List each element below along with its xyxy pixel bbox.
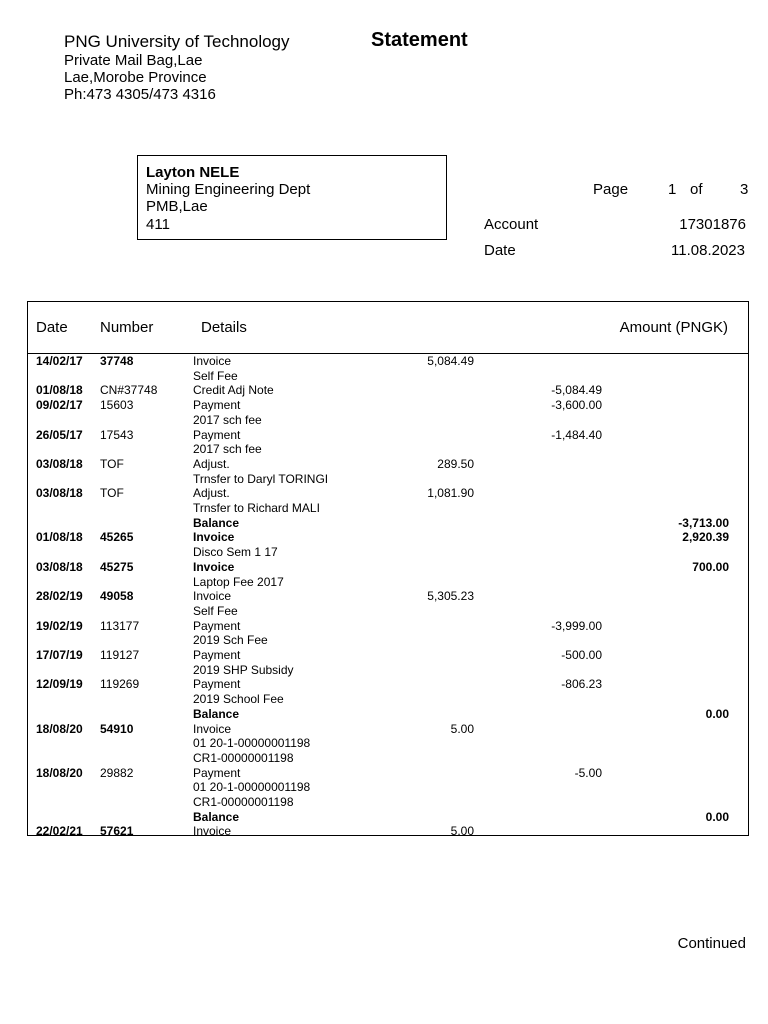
table-row <box>28 560 748 575</box>
row-date: 03/08/18 <box>36 456 83 471</box>
row-details: Invoice <box>193 559 235 574</box>
row-credit-amount: -5,084.49 <box>551 383 602 398</box>
table-row <box>28 369 748 384</box>
row-date: 03/08/18 <box>36 486 83 501</box>
table-row <box>28 810 748 825</box>
row-debit-amount: 1,081.90 <box>427 486 474 501</box>
row-credit-amount: -1,484.40 <box>551 427 602 442</box>
row-details: Payment <box>193 648 241 662</box>
column-header-details: Details <box>201 319 247 336</box>
row-credit-amount: -3,999.00 <box>551 618 602 633</box>
table-row <box>28 633 748 648</box>
account-value: 17301876 <box>679 216 746 233</box>
row-number: TOF <box>100 456 124 471</box>
row-date: 14/02/17 <box>36 354 83 368</box>
row-date: 03/08/18 <box>36 559 83 574</box>
row-debit-amount: 5.00 <box>450 721 474 736</box>
table-row <box>28 428 748 443</box>
row-balance-amount: 0.00 <box>705 809 729 824</box>
column-header-amount: Amount (PNGK) <box>619 319 728 336</box>
table-row <box>28 751 748 766</box>
recipient-line-3: 411 <box>146 216 170 233</box>
row-number: 45265 <box>100 530 134 545</box>
row-details: Disco Sem 1 17 <box>193 545 278 560</box>
row-details: CR1-00000001198 <box>193 795 294 809</box>
row-debit-amount: 289.50 <box>437 456 474 471</box>
date-label: Date <box>484 242 516 259</box>
page-title: Statement <box>371 29 468 51</box>
recipient-address-box <box>137 155 447 240</box>
row-details: 2017 sch fee <box>193 442 262 457</box>
table-row <box>28 722 748 737</box>
row-balance-amount: 700.00 <box>692 559 729 574</box>
row-details: Adjust. <box>193 456 230 471</box>
row-date: 17/07/19 <box>36 648 83 662</box>
row-details: Credit Adj Note <box>193 383 274 398</box>
row-balance-amount: 0.00 <box>705 706 729 721</box>
page-total: 3 <box>740 181 749 198</box>
row-number: 54910 <box>100 721 134 736</box>
row-details: Adjust. <box>193 486 230 501</box>
row-details: Laptop Fee 2017 <box>193 574 284 589</box>
table-row <box>28 442 748 457</box>
row-date: 18/08/20 <box>36 721 83 736</box>
date-value: 11.08.2023 <box>671 242 745 259</box>
row-details: Payment <box>193 677 241 692</box>
table-row <box>28 472 748 487</box>
row-details: 01 20-1-00000001198 <box>193 736 311 751</box>
table-row <box>28 824 748 839</box>
recipient-line-1: Mining Engineering Dept <box>146 181 311 198</box>
table-row <box>28 663 748 678</box>
table-row <box>28 383 748 398</box>
row-number: 17543 <box>100 427 134 442</box>
row-date: 26/05/17 <box>36 427 83 442</box>
table-row <box>28 692 748 707</box>
continued-label: Continued <box>677 935 746 952</box>
row-details: Trnsfer to Daryl TORINGI <box>193 471 329 486</box>
column-header-date: Date <box>36 319 68 336</box>
row-date: 01/08/18 <box>36 530 83 545</box>
row-date: 01/08/18 <box>36 383 83 398</box>
table-row <box>28 766 748 781</box>
table-row <box>28 501 748 516</box>
row-details: 01 20-1-00000001198 <box>193 780 311 795</box>
row-date: 18/08/20 <box>36 765 83 780</box>
row-details: Invoice <box>193 721 232 736</box>
page-label: Page <box>593 181 629 198</box>
table-row <box>28 619 748 634</box>
table-row <box>28 648 748 663</box>
row-credit-amount: -806.23 <box>561 677 602 692</box>
row-details: Balance <box>193 809 240 824</box>
row-debit-amount: 5.00 <box>450 824 474 839</box>
row-balance-amount: -3,713.00 <box>678 515 729 530</box>
table-row <box>28 413 748 428</box>
row-details: Trnsfer to Richard MALI <box>193 501 320 515</box>
address-line-2: Lae,Morobe Province <box>64 69 207 86</box>
table-row <box>28 575 748 590</box>
university-name: PNG University of Technology <box>64 32 290 51</box>
table-row <box>28 736 748 751</box>
row-number: 15603 <box>100 398 134 413</box>
row-details: Payment <box>193 398 241 413</box>
account-label: Account <box>484 216 539 233</box>
row-number: 113177 <box>100 618 140 633</box>
table-row <box>28 398 748 413</box>
row-details: Invoice <box>193 354 232 368</box>
table-row <box>28 545 748 560</box>
address-line-1: Private Mail Bag,Lae <box>64 52 203 69</box>
row-details: Invoice <box>193 589 232 604</box>
row-details: Payment <box>193 427 241 442</box>
table-row <box>28 457 748 472</box>
row-details: 2017 sch fee <box>193 412 262 427</box>
table-row <box>28 589 748 604</box>
row-balance-amount: 2,920.39 <box>682 530 729 545</box>
column-header-number: Number <box>100 319 154 336</box>
row-details: 2019 SHP Subsidy <box>193 662 294 677</box>
row-number: 119269 <box>100 677 140 692</box>
table-row <box>28 530 748 545</box>
row-details: Balance <box>193 515 240 530</box>
recipient-line-2: PMB,Lae <box>146 198 208 215</box>
table-row <box>28 486 748 501</box>
row-number: TOF <box>100 486 124 501</box>
recipient-name: Layton NELE <box>146 164 240 181</box>
row-credit-amount: -3,600.00 <box>551 398 602 413</box>
row-credit-amount: -5.00 <box>574 765 602 780</box>
table-row <box>28 795 748 810</box>
row-date: 09/02/17 <box>36 398 83 413</box>
row-details: Balance <box>193 706 240 721</box>
row-date: 28/02/19 <box>36 589 83 604</box>
row-number: 49058 <box>100 589 134 604</box>
of-label: of <box>690 181 703 198</box>
row-details: Invoice <box>193 530 235 545</box>
row-details: Payment <box>193 765 241 780</box>
row-details: CR1-00000001198 <box>193 750 294 765</box>
row-number: 37748 <box>100 354 134 368</box>
table-row <box>28 707 748 722</box>
row-credit-amount: -500.00 <box>561 648 602 662</box>
row-number: 57621 <box>100 824 134 839</box>
table-row <box>28 354 748 369</box>
row-date: 12/09/19 <box>36 677 83 692</box>
row-details: 2019 Sch Fee <box>193 633 268 648</box>
row-details: Self Fee <box>193 368 238 383</box>
table-row <box>28 516 748 531</box>
row-details: Invoice <box>193 824 232 839</box>
phone-line: Ph:473 4305/473 4316 <box>64 86 216 103</box>
row-date: 22/02/21 <box>36 824 83 839</box>
row-number: 29882 <box>100 765 134 780</box>
row-date: 19/02/19 <box>36 618 83 633</box>
row-details: 2019 School Fee <box>193 692 284 707</box>
table-row <box>28 677 748 692</box>
page-number: 1 <box>668 181 677 198</box>
row-number: CN#37748 <box>100 383 158 398</box>
row-number: 119127 <box>100 648 140 662</box>
row-details: Payment <box>193 618 241 633</box>
row-debit-amount: 5,084.49 <box>427 354 474 368</box>
row-number: 45275 <box>100 559 134 574</box>
table-row <box>28 780 748 795</box>
row-debit-amount: 5,305.23 <box>427 589 474 604</box>
table-row <box>28 604 748 619</box>
transactions-table <box>27 301 749 839</box>
row-details: Self Fee <box>193 603 238 618</box>
